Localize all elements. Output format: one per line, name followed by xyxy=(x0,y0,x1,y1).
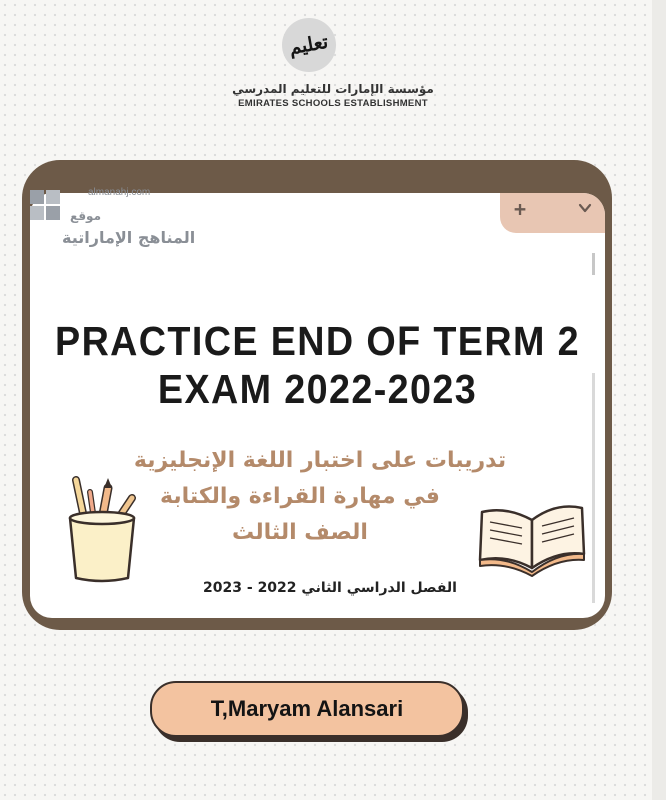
logo-script-text: تعليم xyxy=(287,30,331,60)
chevron-down-icon[interactable] xyxy=(578,201,592,215)
teacher-name-badge: T,Maryam Alansari xyxy=(150,681,464,737)
subtitle-line-2: في مهارة القراءة والكتابة xyxy=(160,484,440,509)
window-tab-bar xyxy=(500,193,605,233)
watermark-line1: موقع xyxy=(70,209,102,223)
right-edge-strip xyxy=(652,0,666,800)
scrollbar-track[interactable] xyxy=(592,373,595,603)
watermark-url: almanahj.com xyxy=(88,187,151,198)
title-line-1: PRACTICE END OF TERM 2 xyxy=(55,318,580,364)
scrollbar-thumb-top[interactable] xyxy=(592,253,595,275)
watermark-line2: المناهج الإماراتية xyxy=(62,228,196,247)
logo-english-name: EMIRATES SCHOOLS ESTABLISHMENT xyxy=(238,98,428,109)
page-title xyxy=(53,317,582,413)
pencil-cup-illustration xyxy=(62,470,152,585)
logo-arabic-name: مؤسسة الإمارات للتعليم المدرسي xyxy=(232,82,434,96)
open-book-illustration xyxy=(476,490,588,580)
subtitle-line-1: تدريبات على اختبار اللغة الإنجليزية xyxy=(133,448,507,473)
semester-label: الفصل الدراسي الثاني 2022 - 2023 xyxy=(203,580,457,596)
logo xyxy=(0,12,666,112)
title-line-2: EXAM 2022-2023 xyxy=(157,366,478,412)
watermark-emblem xyxy=(30,186,60,242)
subtitle-line-3: الصف الثالث xyxy=(232,520,368,545)
plus-icon[interactable]: + xyxy=(514,197,527,221)
logo-emblem xyxy=(282,18,336,72)
